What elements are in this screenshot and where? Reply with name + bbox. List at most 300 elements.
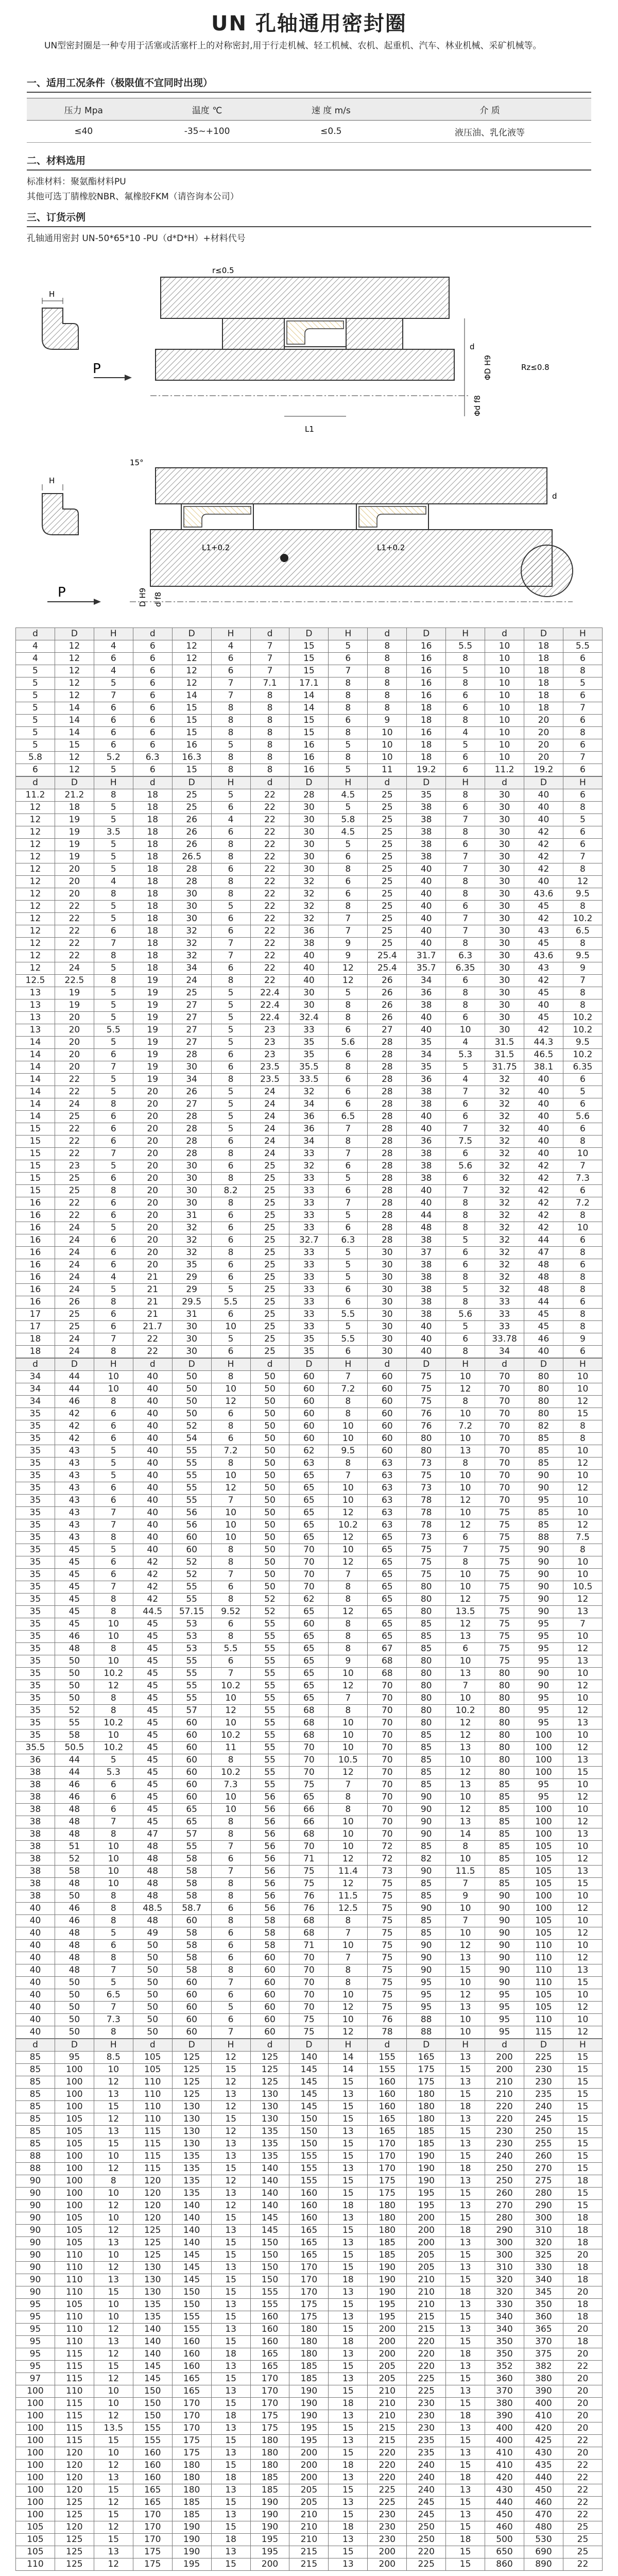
size-cell: 15 xyxy=(289,653,329,665)
size-cell: 32 xyxy=(485,1197,524,1210)
size-cell: 5 xyxy=(94,1458,133,1470)
size-cell: 210 xyxy=(289,2509,329,2521)
size-cell: 95 xyxy=(485,2026,524,2039)
size-cell: 15 xyxy=(446,2150,485,2163)
size-cell: 7 xyxy=(211,1668,250,1680)
size-cell: 40 xyxy=(407,938,446,950)
size-cell: 65 xyxy=(368,1594,407,1606)
size-cell: 12 xyxy=(94,2497,133,2509)
size-cell: 195 xyxy=(368,2311,407,2324)
size-cell: 100 xyxy=(16,2447,55,2460)
size-cell: 100 xyxy=(55,2150,94,2163)
size-cell: 28 xyxy=(368,1037,407,1049)
size-cell: 58 xyxy=(55,1730,94,1742)
size-cell: 25 xyxy=(368,925,407,938)
size-cell: 6 xyxy=(94,727,133,739)
size-cell: 15 xyxy=(563,1878,602,1890)
table-row xyxy=(16,715,603,727)
size-cell: 27 xyxy=(172,1024,211,1037)
size-cell: 85 xyxy=(524,1433,563,1445)
size-cell: 430 xyxy=(485,2484,524,2497)
size-cell: 20 xyxy=(55,1024,94,1037)
size-cell: 56 xyxy=(250,1890,289,1903)
size-cell: 12 xyxy=(16,962,55,975)
size-cell: 38 xyxy=(407,1284,446,1296)
size-cell: 170 xyxy=(172,2422,211,2435)
size-cell: 15 xyxy=(329,2324,368,2336)
size-cell: 115 xyxy=(133,2126,172,2138)
size-cell: 19.2 xyxy=(524,764,563,776)
size-cell: 5 xyxy=(211,987,250,999)
size-cell: 100 xyxy=(524,1890,563,1903)
size-cell: 190 xyxy=(172,2546,211,2558)
size-cell: 12 xyxy=(446,1383,485,1396)
size-cell: 6 xyxy=(563,1074,602,1086)
size-cell: 35 xyxy=(16,1532,55,1544)
label-l1a-2: L1+0.2 xyxy=(202,543,230,552)
table-row xyxy=(16,789,603,802)
size-cell: 45 xyxy=(55,1606,94,1618)
size-cell: 8 xyxy=(211,1754,250,1767)
size-cell: 200 xyxy=(368,2348,407,2361)
table-row xyxy=(16,987,603,999)
size-cell: 6 xyxy=(329,888,368,901)
size-cell: 46 xyxy=(55,1779,94,1791)
size-cell: 4 xyxy=(94,1272,133,1284)
size-cell: 6 xyxy=(211,1581,250,1594)
size-cell: 10 xyxy=(563,1915,602,1927)
size-cell: 7 xyxy=(211,1569,250,1581)
size-cell: 12 xyxy=(94,2163,133,2175)
size-cell: 7 xyxy=(446,814,485,826)
size-cell: 30 xyxy=(289,999,329,1012)
size-cell: 52 xyxy=(172,1420,211,1433)
table-row xyxy=(16,1791,603,1804)
size-cell: 15 xyxy=(329,2150,368,2163)
size-cell: 145 xyxy=(289,2064,329,2076)
size-cell: 8 xyxy=(329,752,368,764)
size-cell: 8 xyxy=(250,752,289,764)
size-cell: 28 xyxy=(289,789,329,802)
size-cell: 43 xyxy=(55,1470,94,1482)
size-cell: 40 xyxy=(524,876,563,888)
size-cell: 38 xyxy=(407,851,446,863)
table-row xyxy=(16,839,603,851)
size-cell: 125 xyxy=(250,2052,289,2064)
size-cell: 690 xyxy=(524,2546,563,2558)
table-row xyxy=(16,1396,603,1408)
size-cell: 12 xyxy=(211,2200,250,2212)
size-cell: 48.5 xyxy=(133,1903,172,1915)
size-cell: 90 xyxy=(16,2212,55,2225)
table-row xyxy=(16,1779,603,1791)
size-cell: 72 xyxy=(368,1853,407,1866)
size-cell: 8 xyxy=(563,1433,602,1445)
size-cell: 15 xyxy=(211,2064,250,2076)
size-cell: 220 xyxy=(368,2460,407,2472)
size-cell: 5 xyxy=(94,1012,133,1024)
table-row xyxy=(16,1346,603,1358)
size-cell: 21 xyxy=(133,1284,172,1296)
size-cell: 20 xyxy=(524,752,563,764)
size-cell: 78 xyxy=(407,1519,446,1532)
size-cell: 135 xyxy=(172,2188,211,2200)
size-cell: 7 xyxy=(563,1618,602,1631)
size-cell: 10 xyxy=(211,1519,250,1532)
size-cell: 18 xyxy=(407,752,446,764)
size-cell: 25 xyxy=(55,1111,94,1123)
size-cell: 70 xyxy=(289,1989,329,2002)
size-cell: 60 xyxy=(172,1989,211,2002)
size-cell: 13 xyxy=(446,2076,485,2089)
size-cell: 110 xyxy=(524,1952,563,1964)
size-cell: 18 xyxy=(133,851,172,863)
size-cell: 65 xyxy=(289,1495,329,1507)
size-cell: 70 xyxy=(485,1433,524,1445)
size-cell: 60 xyxy=(250,1977,289,1989)
size-cell: 25 xyxy=(563,2534,602,2546)
size-cell: 4 xyxy=(446,727,485,739)
size-cell: 50 xyxy=(250,1581,289,1594)
size-cell: 185 xyxy=(289,2361,329,2373)
size-cell: 8 xyxy=(446,653,485,665)
size-cell: 30 xyxy=(368,1272,407,1284)
size-cell: 12 xyxy=(329,1680,368,1692)
size-cell: 650 xyxy=(485,2546,524,2558)
size-cell: 78 xyxy=(368,2026,407,2039)
size-cell: 45 xyxy=(133,1742,172,1754)
size-cell: 80 xyxy=(485,1668,524,1680)
size-cell: 8 xyxy=(563,1420,602,1433)
table-row xyxy=(16,752,603,764)
size-cell: 46 xyxy=(55,1631,94,1643)
size-cell: 6 xyxy=(563,1259,602,1272)
size-cell: 10 xyxy=(368,739,407,752)
size-cell: 18 xyxy=(563,2237,602,2249)
size-cell: 18 xyxy=(524,702,563,715)
header-cell: H xyxy=(211,1359,250,1371)
size-cell: 12 xyxy=(55,665,94,677)
size-cell: 110 xyxy=(133,2113,172,2126)
size-cell: 90 xyxy=(485,1903,524,1915)
header-cell: D xyxy=(289,1359,329,1371)
size-cell: 12 xyxy=(211,1705,250,1717)
size-cell: 50 xyxy=(133,2014,172,2026)
size-cell: 15 xyxy=(563,2188,602,2200)
size-cell: 90 xyxy=(407,1903,446,1915)
size-cell: 185 xyxy=(368,2249,407,2262)
size-cell: 12 xyxy=(16,925,55,938)
size-cell: 15 xyxy=(211,2435,250,2447)
table-row xyxy=(16,1544,603,1556)
size-cell: 12 xyxy=(211,2076,250,2089)
size-cell: 15 xyxy=(329,2225,368,2237)
size-cell: 30 xyxy=(485,913,524,925)
header-cell: D xyxy=(407,628,446,640)
size-cell: 8 xyxy=(563,802,602,814)
size-cell: 6 xyxy=(94,1420,133,1433)
size-cell: 70 xyxy=(485,1383,524,1396)
size-cell: 10 xyxy=(94,1841,133,1853)
table-row xyxy=(16,1296,603,1309)
size-cell: 6 xyxy=(446,690,485,702)
size-cell: 100 xyxy=(524,1804,563,1816)
size-cell: 42 xyxy=(55,1420,94,1433)
size-cell: 10 xyxy=(563,1631,602,1643)
table-row xyxy=(16,690,603,702)
size-cell: 100 xyxy=(524,1754,563,1767)
size-cell: 6 xyxy=(94,715,133,727)
size-cell: 55 xyxy=(250,1655,289,1668)
size-cell: 175 xyxy=(289,2311,329,2324)
size-cell: 18 xyxy=(329,2274,368,2286)
size-cell: 8 xyxy=(563,665,602,677)
size-cell: 75 xyxy=(368,1952,407,1964)
size-table-4 xyxy=(15,2039,603,2571)
size-cell: 60 xyxy=(172,1915,211,1927)
size-cell: 18 xyxy=(563,2311,602,2324)
size-cell: 7 xyxy=(329,1371,368,1383)
size-cell: 50 xyxy=(55,1890,94,1903)
size-cell: 80 xyxy=(407,1680,446,1692)
size-cell: 5 xyxy=(563,1086,602,1098)
size-cell: 40 xyxy=(16,1964,55,1977)
size-cell: 43 xyxy=(524,925,563,938)
size-cell: 50 xyxy=(133,1952,172,1964)
size-cell: 10.2 xyxy=(563,1024,602,1037)
size-cell: 8 xyxy=(446,938,485,950)
size-cell: 15 xyxy=(563,2064,602,2076)
size-cell: 42 xyxy=(524,1185,563,1197)
size-cell: 32 xyxy=(485,1136,524,1148)
size-cell: 90 xyxy=(524,1470,563,1482)
size-cell: 135 xyxy=(172,2150,211,2163)
size-cell: 8 xyxy=(329,1012,368,1024)
size-cell: 28 xyxy=(368,1123,407,1136)
size-cell: 10 xyxy=(563,1692,602,1705)
size-cell: 160 xyxy=(368,2076,407,2089)
size-cell: 9.5 xyxy=(329,1445,368,1458)
size-cell: 10 xyxy=(329,1828,368,1841)
size-cell: 25 xyxy=(368,789,407,802)
size-cell: 8 xyxy=(211,1915,250,1927)
size-cell: 100 xyxy=(524,1816,563,1828)
size-cell: 6 xyxy=(446,752,485,764)
size-cell: 30 xyxy=(485,802,524,814)
size-cell: 22 xyxy=(133,1333,172,1346)
size-cell: 5 xyxy=(211,2002,250,2014)
size-cell: 70 xyxy=(368,1804,407,1816)
size-cell: 8 xyxy=(329,1618,368,1631)
size-cell: 115 xyxy=(55,2398,94,2410)
size-cell: 45 xyxy=(55,1618,94,1631)
size-cell: 18 xyxy=(329,2398,368,2410)
size-cell: 44 xyxy=(55,1383,94,1396)
size-cell: 42 xyxy=(524,1024,563,1037)
size-cell: 18 xyxy=(133,789,172,802)
size-cell: 20 xyxy=(524,739,563,752)
size-cell: 34 xyxy=(172,962,211,975)
size-cell: 210 xyxy=(289,2534,329,2546)
header-cell: D xyxy=(55,628,94,640)
size-cell: 40 xyxy=(407,901,446,913)
size-cell: 8 xyxy=(329,1061,368,1074)
size-cell: 35 xyxy=(16,1655,55,1668)
size-cell: 5 xyxy=(94,1160,133,1173)
size-cell: 50 xyxy=(55,1668,94,1680)
size-cell: 100 xyxy=(16,2497,55,2509)
size-cell: 18 xyxy=(211,2410,250,2422)
size-cell: 22.4 xyxy=(250,999,289,1012)
size-cell: 5 xyxy=(329,1259,368,1272)
size-cell: 48 xyxy=(55,1940,94,1952)
size-cell: 5 xyxy=(446,739,485,752)
size-cell: 6 xyxy=(94,1791,133,1804)
size-cell: 40 xyxy=(524,1111,563,1123)
size-cell: 85 xyxy=(16,2113,55,2126)
size-cell: 5 xyxy=(94,802,133,814)
size-cell: 90 xyxy=(485,1977,524,1989)
size-cell: 50 xyxy=(250,1507,289,1519)
size-cell: 8 xyxy=(563,938,602,950)
size-cell: 5 xyxy=(329,1272,368,1284)
size-cell: 24 xyxy=(55,1259,94,1272)
size-cell: 7 xyxy=(94,1148,133,1160)
size-cell: 8 xyxy=(563,1272,602,1284)
size-cell: 210 xyxy=(289,2521,329,2534)
size-cell: 12 xyxy=(329,2026,368,2039)
size-cell: 15 xyxy=(94,2509,133,2521)
size-cell: 63 xyxy=(289,1458,329,1470)
size-cell: 21 xyxy=(133,1272,172,1284)
size-cell: 10 xyxy=(485,727,524,739)
size-cell: 135 xyxy=(250,2126,289,2138)
size-cell: 8 xyxy=(329,863,368,876)
size-cell: 6 xyxy=(329,1222,368,1234)
size-cell: 30 xyxy=(368,1247,407,1259)
size-cell: 260 xyxy=(524,2150,563,2163)
size-cell: 145 xyxy=(172,2262,211,2274)
size-cell: 85 xyxy=(524,1519,563,1532)
size-cell: 8 xyxy=(211,839,250,851)
size-cell: 160 xyxy=(172,2348,211,2361)
size-cell: 28 xyxy=(368,1197,407,1210)
size-cell: 80 xyxy=(407,1594,446,1606)
size-cell: 8 xyxy=(94,1692,133,1705)
size-cell: 8 xyxy=(368,690,407,702)
size-cell: 8 xyxy=(94,2175,133,2188)
size-cell: 12 xyxy=(329,1878,368,1890)
size-cell: 22 xyxy=(563,2472,602,2484)
size-cell: 80 xyxy=(485,1767,524,1779)
size-cell: 6 xyxy=(94,1234,133,1247)
size-cell: 85 xyxy=(524,1458,563,1470)
size-cell: 5 xyxy=(94,851,133,863)
size-cell: 42 xyxy=(55,1433,94,1445)
table-row xyxy=(16,2299,603,2311)
table-row xyxy=(16,1371,603,1383)
size-cell: 5 xyxy=(94,1544,133,1556)
size-cell: 100 xyxy=(16,2435,55,2447)
size-cell: 15 xyxy=(289,715,329,727)
size-cell: 42 xyxy=(524,1210,563,1222)
size-cell: 48 xyxy=(133,1841,172,1853)
size-cell: 40 xyxy=(407,1024,446,1037)
size-cell: 38 xyxy=(16,1804,55,1816)
size-cell: 75 xyxy=(368,1890,407,1903)
size-cell: 70 xyxy=(485,1445,524,1458)
table-row xyxy=(16,2398,603,2410)
size-cell: 13 xyxy=(211,2089,250,2101)
table-row xyxy=(16,2101,603,2113)
size-cell: 40 xyxy=(524,802,563,814)
size-cell: 18 xyxy=(133,938,172,950)
size-cell: 115 xyxy=(55,2410,94,2422)
size-cell: 40 xyxy=(133,1507,172,1519)
size-cell: 6 xyxy=(133,739,172,752)
size-cell: 32 xyxy=(172,1234,211,1247)
size-cell: 85 xyxy=(407,1730,446,1742)
table-row xyxy=(16,1061,603,1074)
size-cell: 13 xyxy=(446,2175,485,2188)
size-cell: 66 xyxy=(289,1804,329,1816)
size-cell: 6 xyxy=(211,1433,250,1445)
size-cell: 35 xyxy=(16,1618,55,1631)
size-cell: 15 xyxy=(446,2126,485,2138)
size-cell: 95 xyxy=(524,1791,563,1804)
size-cell: 10 xyxy=(563,1445,602,1458)
size-cell: 15 xyxy=(329,2175,368,2188)
size-cell: 18 xyxy=(446,2472,485,2484)
size-cell: 46 xyxy=(55,1903,94,1915)
size-cell: 6 xyxy=(133,640,172,653)
size-cell: 15 xyxy=(211,2398,250,2410)
size-cell: 34 xyxy=(485,1346,524,1358)
size-cell: 42 xyxy=(524,975,563,987)
size-cell: 58 xyxy=(250,1940,289,1952)
size-cell: 125 xyxy=(133,2225,172,2237)
size-cell: 10 xyxy=(94,1618,133,1631)
size-cell: 7 xyxy=(94,1581,133,1594)
size-cell: 425 xyxy=(524,2435,563,2447)
size-cell: 10 xyxy=(446,1371,485,1383)
size-cell: 10 xyxy=(368,727,407,739)
size-cell: 380 xyxy=(485,2398,524,2410)
size-cell: 140 xyxy=(172,2212,211,2225)
size-cell: 13 xyxy=(446,2113,485,2126)
label-df8-2: d f8 xyxy=(153,591,163,607)
size-cell: 115 xyxy=(133,2138,172,2150)
size-cell: 10 xyxy=(563,1371,602,1383)
table-row xyxy=(16,1692,603,1705)
size-cell: 13 xyxy=(563,1655,602,1668)
size-cell: 24 xyxy=(250,1123,289,1136)
size-cell: 230 xyxy=(524,2064,563,2076)
size-cell: 6.3 xyxy=(446,950,485,962)
size-cell: 13 xyxy=(94,2237,133,2249)
size-cell: 180 xyxy=(172,2472,211,2484)
size-cell: 42 xyxy=(133,1569,172,1581)
size-cell: 15 xyxy=(94,2534,133,2546)
section-conditions: 一、适用工况条件（极限值不宜同时出现） xyxy=(27,74,591,93)
size-cell: 12 xyxy=(16,839,55,851)
size-cell: 15 xyxy=(329,2262,368,2274)
size-cell: 21 xyxy=(133,1296,172,1309)
size-cell: 105 xyxy=(524,1989,563,2002)
size-cell: 13 xyxy=(446,2299,485,2311)
size-cell: 55 xyxy=(250,1705,289,1717)
size-cell: 5 xyxy=(94,1222,133,1234)
